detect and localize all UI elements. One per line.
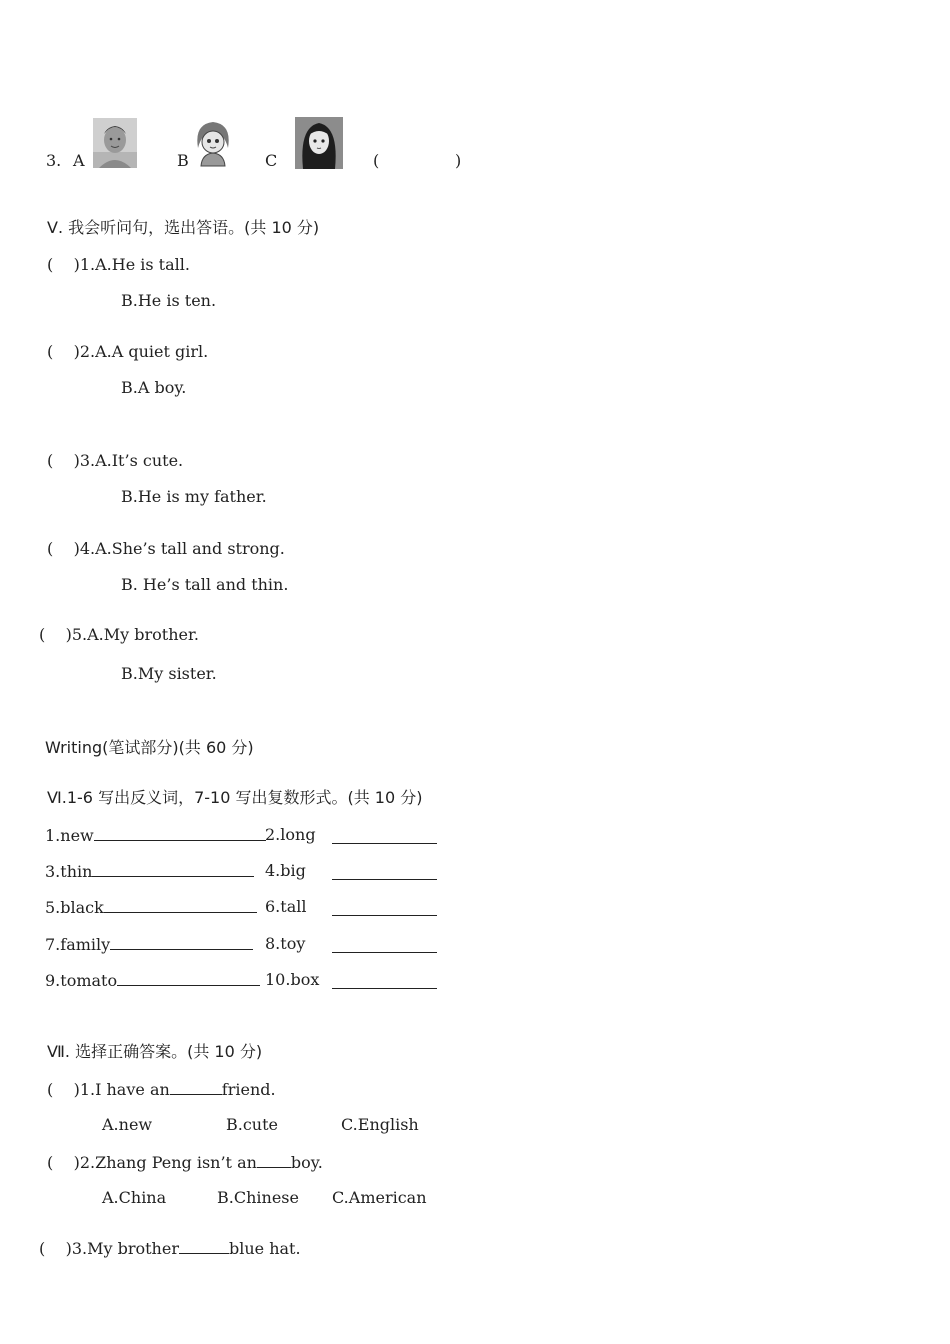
writing-heading: Writing(笔试部分)(共 60 分) [45,738,254,757]
answer-blank[interactable] [104,897,257,913]
listen-q4: ( )4.A.She’s tall and strong. [47,539,285,558]
word-4: 4.big [265,861,306,880]
choice-q1-c: C.English [341,1115,419,1134]
choice-q1-a: A.new [102,1115,153,1134]
choice-q1-pre: ( )1.I have an [47,1080,170,1099]
answer-blank[interactable] [332,900,437,916]
choice-q2-b: B.Chinese [217,1188,299,1207]
answer-blank[interactable] [332,973,437,989]
answer-blank[interactable] [257,1152,291,1168]
listen-q3-b: B.He is my father. [121,487,267,506]
choice-q2-post: boy. [290,1153,323,1172]
listen-q4-b: B. He’s tall and thin. [121,575,289,594]
word-10: 10.box [265,970,320,989]
choice-q2-pre: ( )2.Zhang Peng isn’t an [47,1153,257,1172]
choice-q1-b: B.cute [226,1115,279,1134]
answer-blank[interactable] [332,937,437,953]
long-hair-girl [295,117,343,169]
listen-q1-b: B.He is ten. [121,291,217,310]
listen-q2: ( )2.A.A quiet girl. [47,342,209,361]
word-row [45,970,260,991]
option-b-label: B [177,151,189,170]
q3-number: 3. [46,151,62,170]
choice-q2-a: A.China [102,1188,167,1207]
boy-photo [93,118,137,168]
word-row [265,861,306,881]
answer-blank[interactable] [110,934,253,950]
choice-q3-post: blue hat. [228,1239,301,1258]
answer-blank[interactable] [170,1079,222,1095]
answer-blank[interactable] [332,828,437,844]
cartoon-girl [192,118,234,168]
word-row [45,825,266,846]
word-8: 8.toy [265,934,306,953]
section-6-heading: Ⅵ.1-6 写出反义词，7-10 写出复数形式。(共 10 分) [47,788,423,807]
listen-q1: ( )1.A.He is tall. [47,255,190,274]
choice-q1 [47,1079,276,1100]
option-c-label: C [265,151,278,170]
word-row [45,934,253,955]
choice-q3 [39,1238,301,1259]
word-row [265,897,306,917]
word-3: 3.thin [45,862,93,881]
option-a-label: A [73,151,85,170]
word-7: 7.family [45,935,111,954]
word-6: 6.tall [265,897,307,916]
listen-q5-b: B.My sister. [121,664,217,683]
word-5: 5.black [45,898,104,917]
listen-q3: ( )3.A.It’s cute. [47,451,184,470]
choice-q2-c: C.American [332,1188,427,1207]
answer-paren-close: ) [455,151,462,170]
answer-blank[interactable] [94,825,266,841]
listen-q2-b: B.A boy. [121,378,187,397]
section-5-heading: Ⅴ. 我会听问句，选出答语。(共 10 分) [47,218,320,237]
word-row [265,825,316,845]
word-row [45,897,257,918]
section-7-heading: Ⅶ. 选择正确答案。(共 10 分) [47,1042,263,1061]
word-9: 9.tomato [45,971,118,990]
word-row [265,970,319,990]
word-2: 2.long [265,825,316,844]
word-row [45,861,254,882]
answer-blank[interactable] [92,861,254,877]
choice-q1-post: friend. [221,1080,276,1099]
answer-blank[interactable] [117,970,260,986]
answer-paren-open: ( [373,151,380,170]
listen-q5: ( )5.A.My brother. [39,625,199,644]
word-row [265,934,305,954]
answer-blank[interactable] [179,1238,229,1254]
choice-q3-pre: ( )3.My brother [39,1239,179,1258]
answer-blank[interactable] [332,864,437,880]
choice-q2 [47,1152,323,1173]
word-1: 1.new [45,826,94,845]
